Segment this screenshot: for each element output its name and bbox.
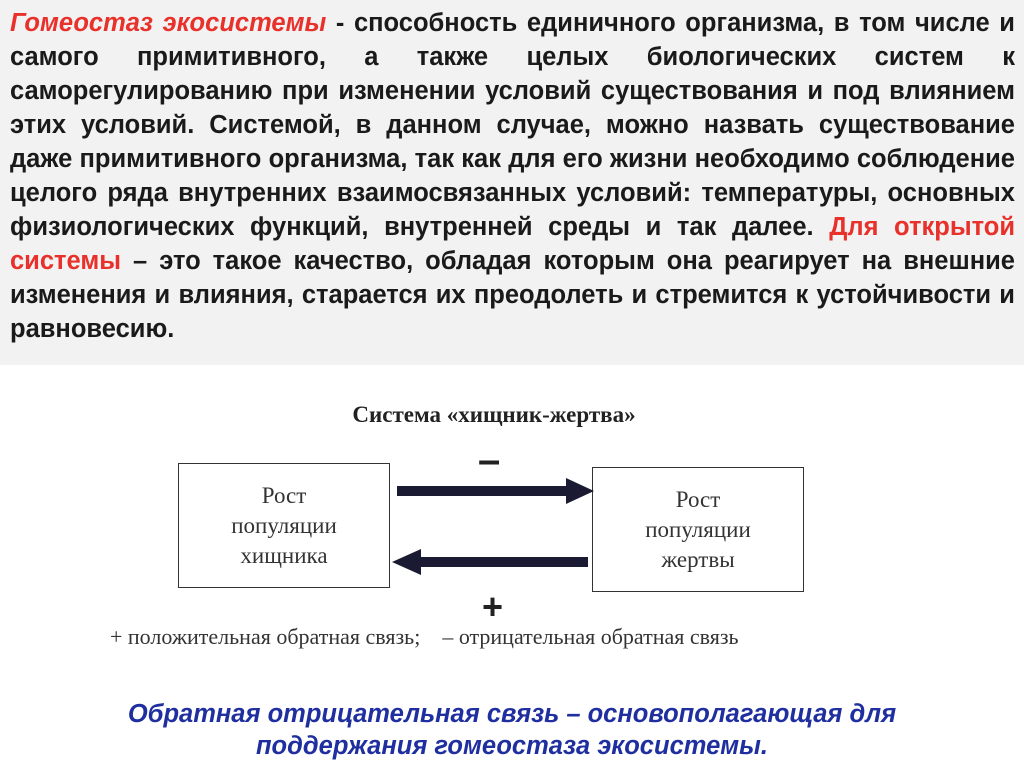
conclusion-line: Обратная отрицательная связь – основополагающая для: [127, 700, 897, 728]
open-system-text: – это такое качество, обладая которым она реагирует на внешние изменения и влияния, старается их преодолеть и стремится к устойчивости и равновесию.: [10, 247, 1015, 343]
prey-box-line: жертвы: [661, 546, 735, 572]
prey-box-line: популяции: [645, 516, 751, 542]
negative-feedback-sign: –: [478, 438, 501, 482]
predator-box-line: Рост: [261, 482, 307, 508]
left-arrow-shaft: [418, 557, 588, 567]
predator-box-line: хищника: [240, 542, 328, 568]
definition-text: - способность единичного организма, в том числе и самого примитивного, а также целых биологических систем к саморегулированию при изменении условий существования и под влиянием этих условий. Системой, в данном случае, можно назвать существование даже примитивного организма, так как для его жизни необходимо соблюдение целого ряда внутренних взаимосвязанных условий: температуры, основных физиологических функций, внутренней среды и так далее.: [10, 9, 1015, 241]
diagram-title: Система «хищник-жертва»: [352, 402, 636, 427]
right-arrow-head: [566, 478, 594, 504]
left-arrow: [392, 549, 588, 575]
conclusion-text: [0, 698, 1024, 762]
positive-feedback-sign: +: [482, 586, 504, 627]
homeostasis-term: Гомеостаз экосистемы: [10, 9, 327, 37]
predator-box-line: популяции: [231, 512, 337, 538]
conclusion-line: поддержания гомеостаза экосистемы.: [255, 732, 768, 760]
prey-box-line: Рост: [675, 486, 721, 512]
right-arrow-shaft: [397, 486, 569, 496]
diagram-legend: + положительная обратная связь; – отрицательная обратная связь: [110, 624, 739, 649]
left-arrow-head: [392, 549, 421, 575]
open-system-term: Для открытой системы: [10, 213, 1016, 275]
